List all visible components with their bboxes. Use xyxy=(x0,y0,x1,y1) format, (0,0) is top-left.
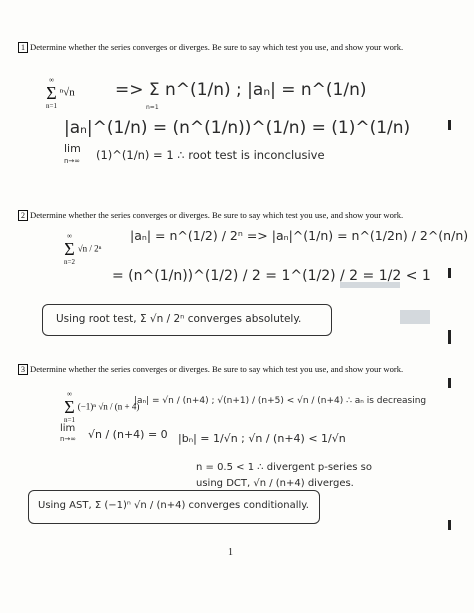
problem-1-line-3: (1)^(1/n) = 1 ∴ root test is inconclusive xyxy=(96,148,325,162)
problem-2-line-1: |aₙ| = n^(1/2) / 2ⁿ => |aₙ|^(1/n) = n^(1/2n) / 2^(n/n) xyxy=(130,228,469,243)
problem-3-line-1: |aₙ| = √n / (n+4) ; √(n+1) / (n+5) < √n / (n+4) ∴ aₙ is decreasing xyxy=(134,396,427,406)
problem-number: 1 xyxy=(18,42,28,53)
problem-3-line-5: using DCT, √n / (n+4) diverges. xyxy=(196,478,354,489)
binder-mark xyxy=(448,120,451,130)
problem-3 xyxy=(18,364,458,375)
problem-1-line-1-sub: n=1 xyxy=(146,104,159,111)
problem-1-lim: lim n→∞ xyxy=(64,142,81,165)
problem-2-prompt: 2 Determine whether the series converges or diverges. Be sure to say which test you use, and show your work. xyxy=(18,210,458,221)
binder-mark xyxy=(448,520,451,530)
problem-3-line-4: n = 0.5 < 1 ∴ divergent p-series so xyxy=(196,462,372,473)
problem-1-line-1: => Σ n^(1/n) ; |aₙ| = n^(1/n) xyxy=(115,80,367,100)
problem-3-series: ∞ Σ n=1 (−1)ⁿ √n / (n + 4) xyxy=(64,390,140,424)
binder-mark xyxy=(448,378,451,388)
problem-1 xyxy=(18,42,458,53)
problem-number: 2 xyxy=(18,210,28,221)
problem-2-line-2: = (n^(1/n))^(1/2) / 2 = 1^(1/2) / 2 = 1/2 < 1 xyxy=(112,268,431,284)
problem-3-lim: lim n→∞ xyxy=(60,423,77,443)
page-number: 1 xyxy=(228,547,233,558)
smudge xyxy=(400,310,430,324)
problem-2-conclusion: Using root test, Σ √n / 2ⁿ converges absolutely. xyxy=(56,313,302,325)
binder-mark xyxy=(448,330,451,344)
binder-mark xyxy=(448,268,451,278)
problem-2 xyxy=(18,210,458,221)
problem-3-prompt: 3 Determine whether the series converges or diverges. Be sure to say which test you use, and show your work. xyxy=(18,364,458,375)
problem-1-line-2: |aₙ|^(1/n) = (n^(1/n))^(1/n) = (1)^(1/n) xyxy=(64,118,411,138)
problem-1-series: ∞ Σ n=1 ⁿ√n xyxy=(46,76,75,110)
problem-number: 3 xyxy=(18,364,28,375)
problem-1-prompt: 1 Determine whether the series converges or diverges. Be sure to say which test you use, and show your work. xyxy=(18,42,458,53)
problem-2-series: ∞ Σ n=2 √n / 2ⁿ xyxy=(64,232,102,266)
problem-3-line-2: √n / (n+4) = 0 xyxy=(88,428,168,441)
problem-3-line-3: |bₙ| = 1/√n ; √n / (n+4) < 1/√n xyxy=(178,432,346,445)
smudge xyxy=(340,282,400,288)
problem-3-conclusion: Using AST, Σ (−1)ⁿ √n / (n+4) converges conditionally. xyxy=(38,500,309,511)
